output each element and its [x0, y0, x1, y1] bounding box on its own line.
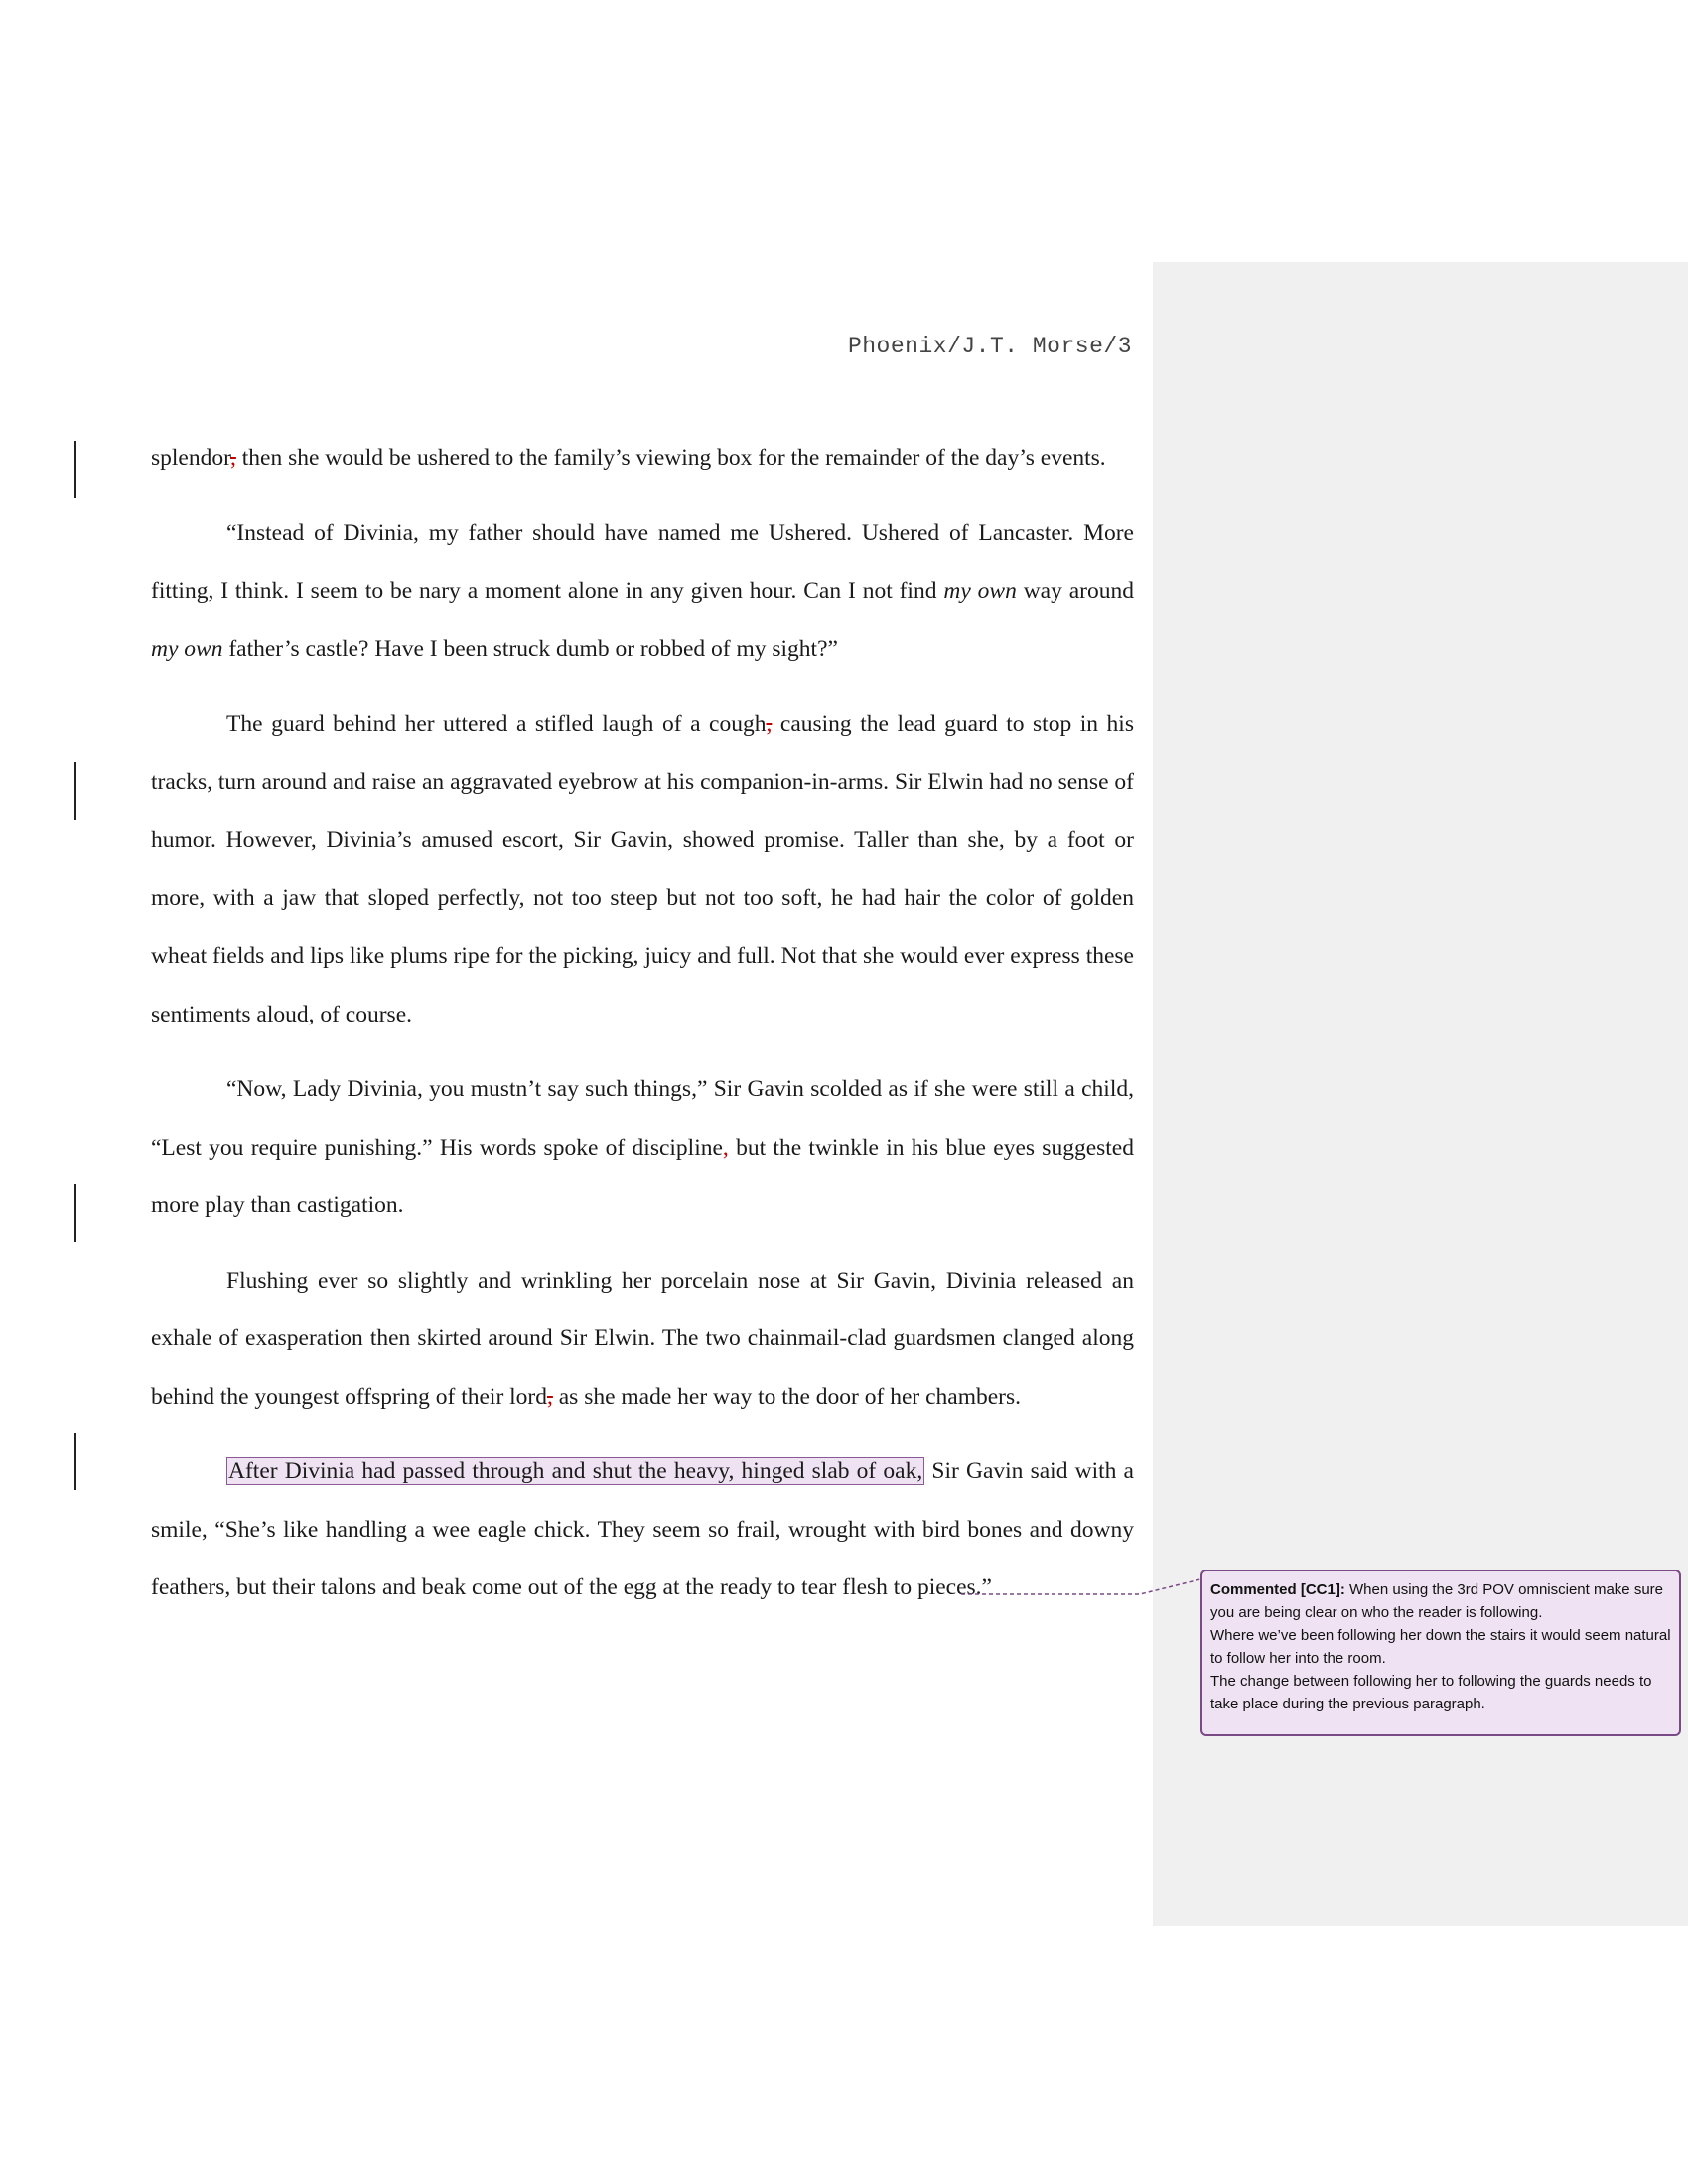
- comment-text: The change between following her to following the guards needs to take place during the previous paragraph.: [1210, 1673, 1652, 1712]
- deleted-text[interactable]: ,: [766, 711, 773, 737]
- text-run: splendor: [151, 445, 230, 471]
- body-text[interactable]: [151, 429, 1134, 1634]
- inserted-text[interactable]: ,: [722, 1134, 729, 1160]
- change-bar: [74, 441, 76, 498]
- comment-balloon[interactable]: [1200, 1570, 1681, 1736]
- comment-highlight[interactable]: After Divinia had passed through and shut the heavy, hinged slab of oak,: [228, 1458, 923, 1484]
- text-run: Sir Gavin said with a smile, “She’s like handling a wee eagle chick. They seem so frail, wrought with bird bones and downy feathers, but their talons and beak come out of the egg at the ready to tear flesh to pieces.”: [151, 1458, 1134, 1600]
- paragraph[interactable]: [151, 504, 1134, 679]
- paragraph[interactable]: [151, 1252, 1134, 1427]
- italic-text: my own: [151, 635, 223, 662]
- paragraph[interactable]: [151, 429, 1134, 487]
- change-bar: [74, 762, 76, 820]
- comment-label: Commented [CC1]:: [1210, 1581, 1345, 1598]
- comment-text: When using the 3rd POV omniscient make sure you are being clear on who the reader is following.: [1210, 1581, 1663, 1621]
- paragraph[interactable]: [151, 1442, 1134, 1617]
- italic-text: my own: [943, 578, 1017, 604]
- running-header: Phoenix/J.T. Morse/3: [847, 334, 1132, 359]
- text-run: causing the lead guard to stop in his tracks, turn around and raise an aggravated eyebrow at his companion-in-arms. Sir Elwin had no sense of humor. However, Divinia’s amused escort, Sir Gavin, showed promise. Taller than she, by a foot or more, with a jaw that sloped perfectly, not too steep but not too soft, he had hair the color of golden wheat fields and lips like plums ripe for the picking, juicy and full. Not that she would ever express these sentiments aloud, of course.: [151, 711, 1134, 1027]
- text-run: The guard behind her uttered a stifled laugh of a cough: [226, 711, 767, 737]
- change-bar: [74, 1433, 76, 1490]
- text-run: as she made her way to the door of her chambers.: [552, 1383, 1022, 1410]
- deleted-text[interactable]: ,: [547, 1383, 553, 1410]
- paragraph[interactable]: [151, 695, 1134, 1043]
- text-run: then she would be ushered to the family’s viewing box for the remainder of the day’s events.: [235, 445, 1106, 471]
- deleted-text[interactable]: ,: [230, 445, 236, 471]
- text-run: “Now, Lady Divinia, you mustn’t say such things,” Sir Gavin scolded as if she were still a child, “Lest you require punishing.” His words spoke of discipline: [151, 1076, 1134, 1160]
- paragraph[interactable]: [151, 1060, 1134, 1235]
- text-run: but the twinkle in his blue eyes suggested more play than castigation.: [151, 1134, 1134, 1218]
- text-run: father’s castle? Have I been struck dumb or robbed of my sight?”: [222, 635, 838, 662]
- text-run: way around: [1016, 578, 1134, 604]
- comment-text: Where we’ve been following her down the stairs it would seem natural to follow her into the room.: [1210, 1627, 1671, 1667]
- change-bar: [74, 1184, 76, 1242]
- text-run: “Instead of Divinia, my father should have named me Ushered. Ushered of Lancaster. More fitting, I think. I seem to be nary a moment alone in any given hour. Can I not find: [151, 519, 1134, 604]
- text-run: Flushing ever so slightly and wrinkling her porcelain nose at Sir Gavin, Divinia released an exhale of exasperation then skirted around Sir Elwin. The two chainmail-clad guardsmen clanged along behind the youngest offspring of their lord: [151, 1267, 1134, 1410]
